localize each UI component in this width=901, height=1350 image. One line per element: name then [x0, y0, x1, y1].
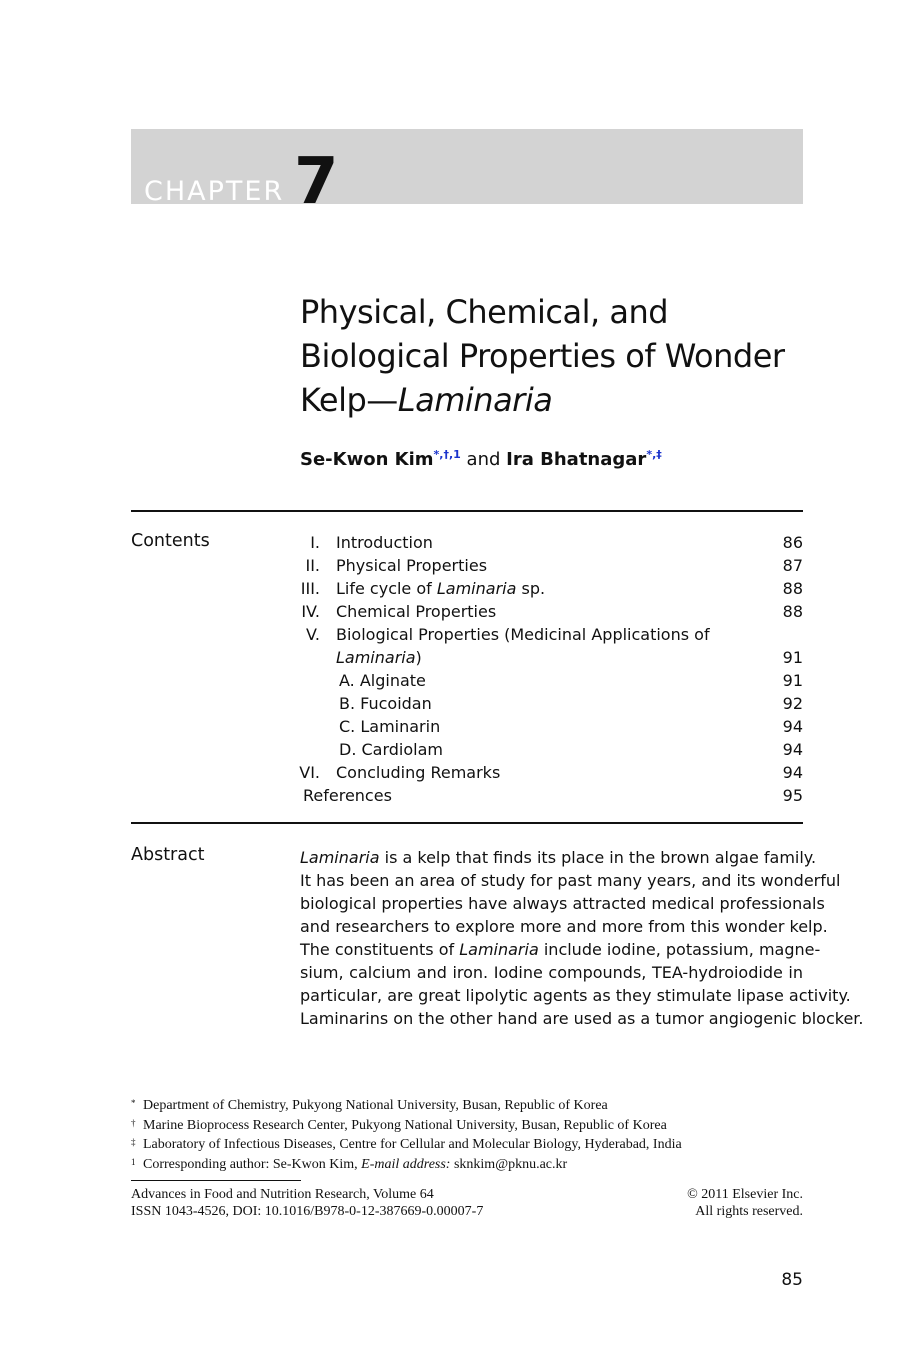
toc-num: II. — [305, 556, 320, 575]
toc-text: Physical Properties — [336, 556, 488, 575]
toc-row — [300, 761, 803, 784]
footnote — [131, 1095, 811, 1115]
footnote — [131, 1154, 811, 1174]
toc-text-post: sp. — [516, 579, 546, 598]
toc-num: VI. — [299, 763, 320, 782]
toc-page: 91 — [782, 648, 803, 667]
table-of-contents — [300, 531, 803, 807]
abstract-line: biological properties have always attracted medical professionals — [300, 894, 825, 913]
toc-text: Biological Properties (Medicinal Applications of — [336, 625, 710, 644]
toc-text: C. Laminarin — [339, 717, 441, 736]
abstract-italic: Laminaria — [300, 848, 380, 867]
toc-page: 94 — [782, 717, 803, 736]
footnote-text: Marine Bioprocess Research Center, Pukyong National University, Busan, Republic of Korea — [143, 1117, 667, 1133]
toc-row — [300, 600, 803, 623]
toc-text-post: ) — [415, 648, 422, 667]
toc-row — [300, 784, 803, 807]
abstract-line: Laminarins on the other hand are used as a tumor angiogenic blocker. — [300, 1009, 864, 1028]
chapter-word: CHAPTER — [144, 176, 285, 207]
authors-and: and — [466, 449, 501, 470]
abstract-line — [300, 938, 821, 961]
abstract-top-rule — [131, 822, 803, 824]
toc-text: Introduction — [336, 533, 433, 552]
toc-row — [300, 669, 803, 692]
title-line-1: Physical, Chemical, and — [300, 293, 669, 331]
contents-top-rule — [131, 510, 803, 512]
toc-text — [336, 577, 545, 600]
author-1: Se-Kwon Kim — [300, 449, 434, 470]
title-line-3-italic: Laminaria — [397, 381, 553, 419]
toc-text: Concluding Remarks — [336, 763, 501, 782]
toc-page: 88 — [782, 602, 803, 621]
author-2-marks[interactable]: *,‡ — [646, 448, 662, 461]
footnotes — [131, 1095, 811, 1173]
toc-page: 86 — [782, 533, 803, 552]
page-number: 85 — [781, 1270, 803, 1290]
publication-info — [131, 1186, 803, 1220]
toc-text: Chemical Properties — [336, 602, 497, 621]
toc-page: 92 — [782, 694, 803, 713]
toc-text-continued — [336, 646, 422, 669]
footnote-mark: † — [131, 1117, 136, 1128]
chapter-number: 7 — [294, 145, 339, 219]
footnote-mark: 1 — [131, 1156, 136, 1167]
abstract-italic: Laminaria — [459, 940, 539, 959]
author-1-marks[interactable]: *,†,1 — [433, 448, 461, 461]
toc-text-pre: Life cycle of — [336, 579, 437, 598]
toc-row — [300, 577, 803, 600]
abstract-label: Abstract — [131, 845, 205, 865]
abstract-line: sium, calcium and iron. Iodine compounds, TEA-hydroiodide in — [300, 963, 803, 982]
abstract-line: particular, are great lipolytic agents as they stimulate lipase activity. — [300, 986, 851, 1005]
toc-page: 95 — [782, 786, 803, 805]
abstract-line — [300, 846, 817, 869]
abstract-body — [300, 846, 864, 1030]
toc-text: D. Cardiolam — [339, 740, 443, 759]
toc-text: B. Fucoidan — [339, 694, 432, 713]
toc-num: V. — [306, 625, 320, 644]
title-line-2: Biological Properties of Wonder — [300, 337, 785, 375]
toc-row — [300, 692, 803, 715]
contents-label: Contents — [131, 531, 210, 551]
toc-text-italic: Laminaria — [336, 648, 416, 667]
footnote-mark: * — [131, 1098, 136, 1108]
issn-doi[interactable]: ISSN 1043-4526, DOI: 10.1016/B978-0-12-387669-0.00007-7 — [131, 1204, 484, 1219]
footnote-text: Department of Chemistry, Pukyong National University, Busan, Republic of Korea — [143, 1098, 608, 1113]
authors — [300, 448, 662, 470]
footnote-divider — [131, 1180, 301, 1181]
toc-text: References — [303, 786, 392, 805]
toc-num: III. — [300, 579, 320, 598]
toc-row — [300, 738, 803, 761]
title-line-3-main: Kelp— — [300, 381, 398, 419]
toc-row — [300, 531, 803, 554]
footnote — [131, 1115, 811, 1135]
author-2: Ira Bhatnagar — [506, 449, 647, 470]
footnote-text: Laboratory of Infectious Diseases, Centre for Cellular and Molecular Biology, Hyderabad, India — [143, 1137, 682, 1152]
toc-page: 87 — [782, 556, 803, 575]
toc-page: 94 — [782, 740, 803, 759]
toc-page: 91 — [782, 671, 803, 690]
toc-page: 94 — [782, 763, 803, 782]
toc-text-italic: Laminaria — [436, 579, 517, 598]
title-line-3 — [300, 378, 820, 422]
toc-text: A. Alginate — [339, 671, 426, 690]
chapter-title — [300, 290, 820, 422]
toc-row — [300, 646, 803, 669]
toc-num: IV. — [301, 602, 320, 621]
abstract-text: The constituents of — [300, 940, 460, 959]
abstract-text: is a kelp that finds its place in the brown algae family. — [379, 848, 817, 867]
abstract-text: include iodine, potassium, magne- — [538, 940, 821, 959]
abstract-line: It has been an area of study for past many years, and its wonderful — [300, 871, 841, 890]
copyright: © 2011 Elsevier Inc. — [687, 1187, 803, 1202]
rights: All rights reserved. — [695, 1204, 803, 1219]
toc-page: 88 — [782, 579, 803, 598]
toc-num: I. — [310, 533, 320, 552]
footnote-mark: ‡ — [131, 1137, 136, 1147]
copyright-block — [687, 1186, 803, 1220]
toc-row — [300, 554, 803, 577]
abstract-line: and researchers to explore more and more from this wonder kelp. — [300, 917, 828, 936]
toc-row — [300, 623, 803, 646]
footnote — [131, 1134, 811, 1154]
journal-name: Advances in Food and Nutrition Research, Volume 64 — [131, 1187, 434, 1202]
toc-row — [300, 715, 803, 738]
footnote-text-pre: Corresponding author: Se-Kwon Kim, — [143, 1156, 362, 1172]
footnote-email[interactable]: sknkim@pknu.ac.kr — [450, 1156, 568, 1172]
footnote-text-italic: E-mail address: — [361, 1156, 451, 1172]
